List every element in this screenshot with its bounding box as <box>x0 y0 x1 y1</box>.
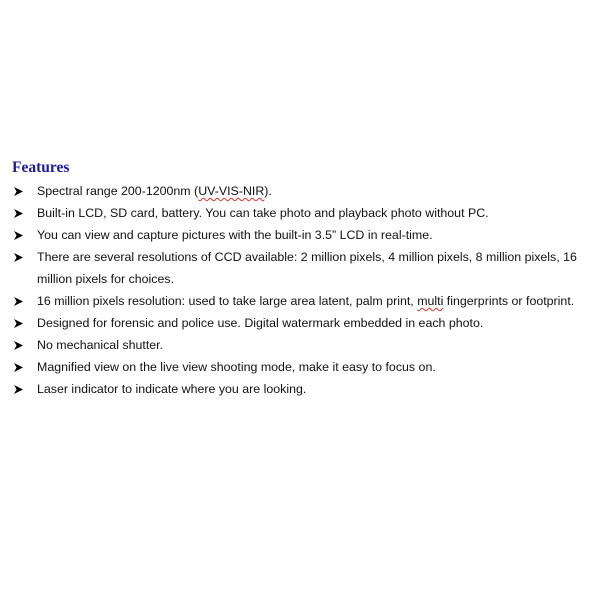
feature-item <box>0 378 600 400</box>
feature-text-part: Built-in LCD, SD card, battery. You can take photo and playback photo without PC. <box>37 206 489 220</box>
feature-text <box>37 184 272 198</box>
feature-text-part: There are several resolutions of CCD available: 2 million pixels, 4 million pixels, 8 million pixels, 16 million pixels for choices. <box>37 250 577 286</box>
feature-text <box>37 206 489 220</box>
feature-text <box>37 294 574 308</box>
arrowhead-bullet-icon <box>11 356 25 378</box>
feature-text-part: ). <box>264 184 272 198</box>
feature-text-part: Magnified view on the live view shooting mode, make it easy to focus on. <box>37 360 436 374</box>
arrowhead-bullet-icon <box>11 290 25 312</box>
feature-text <box>37 382 306 396</box>
feature-item <box>0 290 600 312</box>
feature-list <box>0 180 600 400</box>
feature-item <box>0 202 600 224</box>
arrowhead-bullet-icon <box>11 312 25 334</box>
feature-text <box>37 316 483 330</box>
arrowhead-bullet-icon <box>11 246 25 268</box>
feature-text <box>37 250 577 286</box>
feature-text-part: No mechanical shutter. <box>37 338 164 352</box>
feature-text-part: 16 million pixels resolution: used to take large area latent, palm print, <box>37 294 418 308</box>
feature-text-part: fingerprints or footprint. <box>443 294 575 308</box>
feature-text-part: Spectral range 200-1200nm ( <box>37 184 199 198</box>
feature-text-part: Laser indicator to indicate where you are looking. <box>37 382 307 396</box>
feature-item <box>0 334 600 356</box>
feature-item <box>0 246 600 290</box>
feature-text <box>37 228 433 242</box>
feature-text-part: You can view and capture pictures with the built-in 3.5” LCD in real-time. <box>37 228 433 242</box>
arrowhead-bullet-icon <box>11 378 25 400</box>
arrowhead-bullet-icon <box>11 334 25 356</box>
feature-item <box>0 312 600 334</box>
features-heading: Features <box>12 159 70 176</box>
feature-text <box>37 338 163 352</box>
arrowhead-bullet-icon <box>11 180 25 202</box>
feature-item <box>0 356 600 378</box>
feature-text-part: Designed for forensic and police use. Digital watermark embedded in each photo. <box>37 316 484 330</box>
spellcheck-flagged-word: multi <box>417 294 444 308</box>
spellcheck-flagged-word: UV-VIS-NIR <box>198 184 265 198</box>
arrowhead-bullet-icon <box>11 202 25 224</box>
arrowhead-bullet-icon <box>11 224 25 246</box>
feature-item <box>0 180 600 202</box>
feature-item <box>0 224 600 246</box>
feature-text <box>37 360 436 374</box>
